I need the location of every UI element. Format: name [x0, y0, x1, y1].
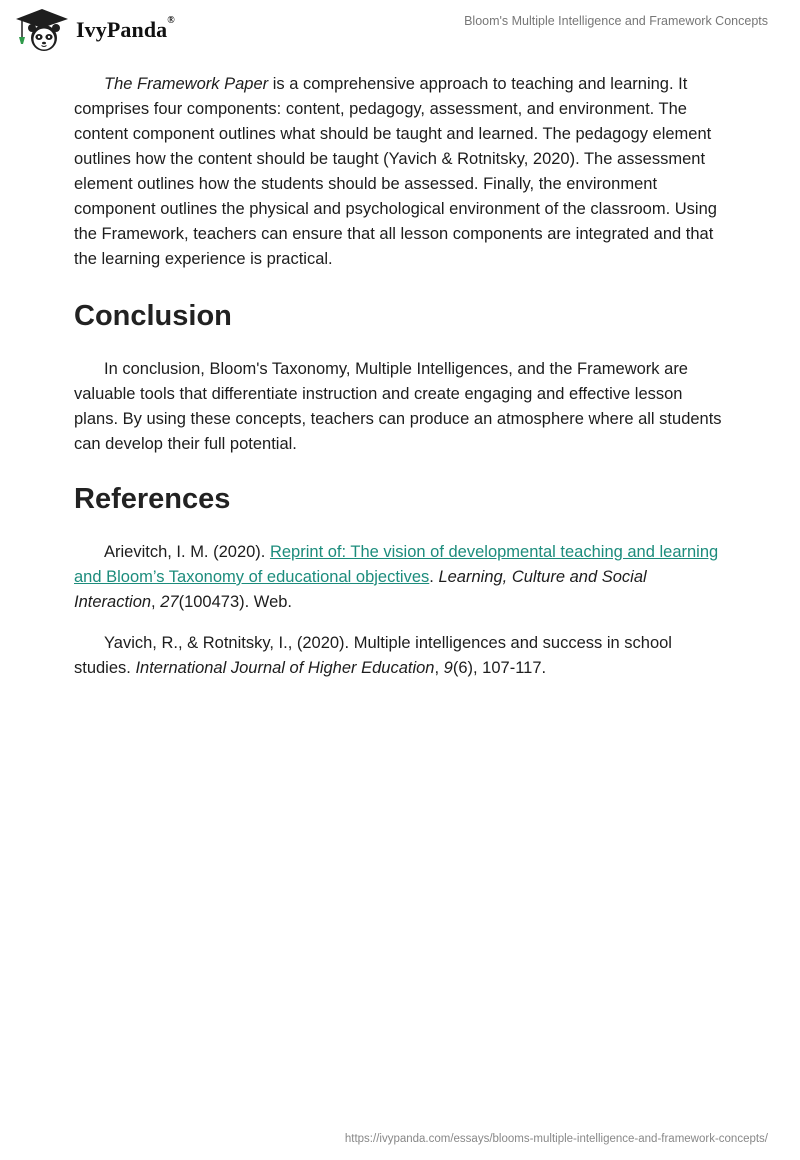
logo-wordmark — [76, 17, 175, 43]
reference-separator: , — [434, 659, 444, 677]
essay-body — [74, 72, 730, 697]
registered-mark: ® — [167, 15, 175, 26]
framework-paragraph — [74, 72, 730, 272]
reference-separator: , — [151, 593, 161, 611]
references-heading: References — [74, 483, 231, 515]
reference-volume: 9 — [443, 659, 453, 677]
panda-graduate-icon — [14, 7, 70, 53]
reference-volume: 27 — [160, 593, 179, 611]
logo-name: IvyPanda — [76, 17, 168, 42]
source-url: https://ivypanda.com/essays/blooms-multiple-intelligence-and-framework-concepts/ — [344, 1133, 768, 1145]
running-title: Bloom's Multiple Intelligence and Framework Concepts — [464, 14, 768, 28]
ivypanda-logo[interactable] — [14, 7, 175, 53]
reference-pages: (6), 107-117. — [452, 659, 547, 677]
reference-item — [74, 631, 730, 681]
reference-authors: Arievitch, I. M. (2020). — [104, 543, 270, 561]
reference-title-link[interactable]: Reprint of: The vision of developmental teaching and learning and Bloom’s Taxonomy of educational objectives — [74, 543, 719, 586]
conclusion-heading: Conclusion — [74, 300, 232, 332]
page-header — [0, 0, 800, 60]
reference-pages: (100473). Web. — [178, 593, 293, 611]
conclusion-paragraph: In conclusion, Bloom's Taxonomy, Multiple Intelligences, and the Framework are valuable tools that differentiate instruction and create engaging and effective lesson plans. By using these concepts, teachers can produce an atmosphere where all students can develop their full potential. — [74, 360, 722, 453]
reference-item — [74, 540, 730, 615]
reference-separator: . — [429, 568, 439, 586]
reference-authors-title: Yavich, R., & Rotnitsky, I., (2020). Multiple intelligences and success in school studies. — [74, 634, 672, 677]
framework-paper-title: The Framework Paper — [104, 75, 269, 93]
reference-journal: Learning, Culture and Social Interaction — [74, 568, 647, 611]
framework-paragraph-text: is a comprehensive approach to teaching and learning. It comprises four components: content, pedagogy, assessment, and environment. The content component outlines what should be taught and learned. The pedagogy element outlines how the content should be taught (Yavich & Rotnitsky, 2020). The assessment element outlines how the students should be assessed. Finally, the environment component outlines the physical and psychological environment of the classroom. Using the Framework, teachers can ensure that all lesson components are integrated and that the learning experience is practical. — [74, 75, 717, 268]
reference-journal: International Journal of Higher Education — [135, 659, 435, 677]
